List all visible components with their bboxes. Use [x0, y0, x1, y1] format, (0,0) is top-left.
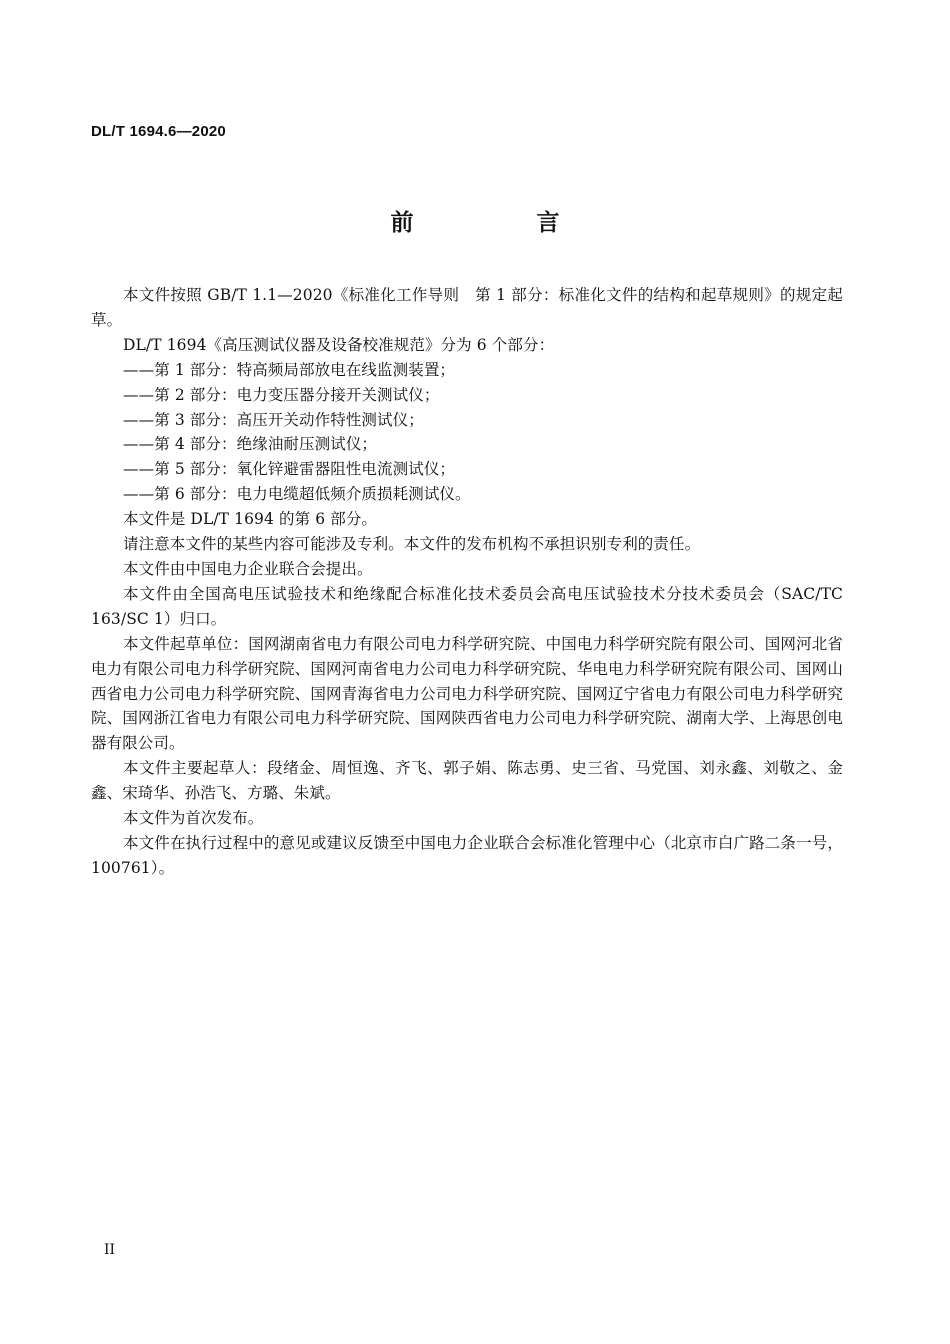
paragraph-proposer: 本文件由中国电力企业联合会提出。 — [123, 559, 373, 578]
page-number: II — [104, 1242, 116, 1258]
paragraph-responsible-committee: 本文件由全国高电压试验技术和绝缘配合标准化技术委员会高电压试验技术分技术委员会（SAC/TC 163/SC 1）归口。 — [91, 584, 843, 628]
paragraph-this-part: 本文件是 DL/T 1694 的第 6 部分。 — [123, 510, 378, 529]
paragraph-feedback: 本文件在执行过程中的意见或建议反馈至中国电力企业联合会标准化管理中心（北京市白广路二条一号，100761）。 — [91, 833, 843, 877]
page-title: 前 言 — [390, 210, 610, 236]
list-item-part-1: ——第 1 部分：特高频局部放电在线监测装置； — [123, 360, 456, 379]
paragraph-drafting-units: 本文件起草单位：国网湖南省电力有限公司电力科学研究院、中国电力科学研究院有限公司、国网河北省电力有限公司电力科学研究院、国网河南省电力公司电力科学研究院、华电电力科学研究院有限公司、国网山西省电力公司电力科学研究院、国网青海省电力公司电力科学研究院、国网辽宁省电力有限公司电力科学研究院、国网浙江省电力有限公司电力科学研究院、国网陕西省电力公司电力科学研究院、湖南大学、上海思创电器有限公司。 — [91, 634, 843, 753]
list-item-part-5: ——第 5 部分：氧化锌避雷器阻性电流测试仪； — [123, 460, 456, 479]
paragraph-first-release: 本文件为首次发布。 — [123, 809, 264, 828]
list-item-part-3: ——第 3 部分：高压开关动作特性测试仪； — [123, 410, 424, 429]
paragraph-parts-intro: DL/T 1694《高压测试仪器及设备校准规范》分为 6 个部分： — [123, 335, 555, 354]
paragraph-drafters: 本文件主要起草人：段绪金、周恒逸、齐飞、郭子娟、陈志勇、史三省、马党国、刘永鑫、刘敬之、金鑫、宋琦华、孙浩飞、方璐、朱斌。 — [91, 759, 843, 803]
list-item-part-4: ——第 4 部分：绝缘油耐压测试仪； — [123, 435, 378, 454]
paragraph-drafting-rules: 本文件按照 GB/T 1.1—2020《标准化工作导则 第 1 部分：标准化文件的结构和起草规则》的规定起草。 — [91, 286, 843, 329]
foreword-body — [91, 283, 843, 881]
paragraph-patent-notice: 请注意本文件的某些内容可能涉及专利。本文件的发布机构不承担识别专利的责任。 — [123, 535, 701, 554]
list-item-part-6: ——第 6 部分：电力电缆超低频介质损耗测试仪。 — [123, 485, 471, 504]
standard-code: DL/T 1694.6—2020 — [91, 123, 226, 140]
list-item-part-2: ——第 2 部分：电力变压器分接开关测试仪； — [123, 385, 440, 404]
